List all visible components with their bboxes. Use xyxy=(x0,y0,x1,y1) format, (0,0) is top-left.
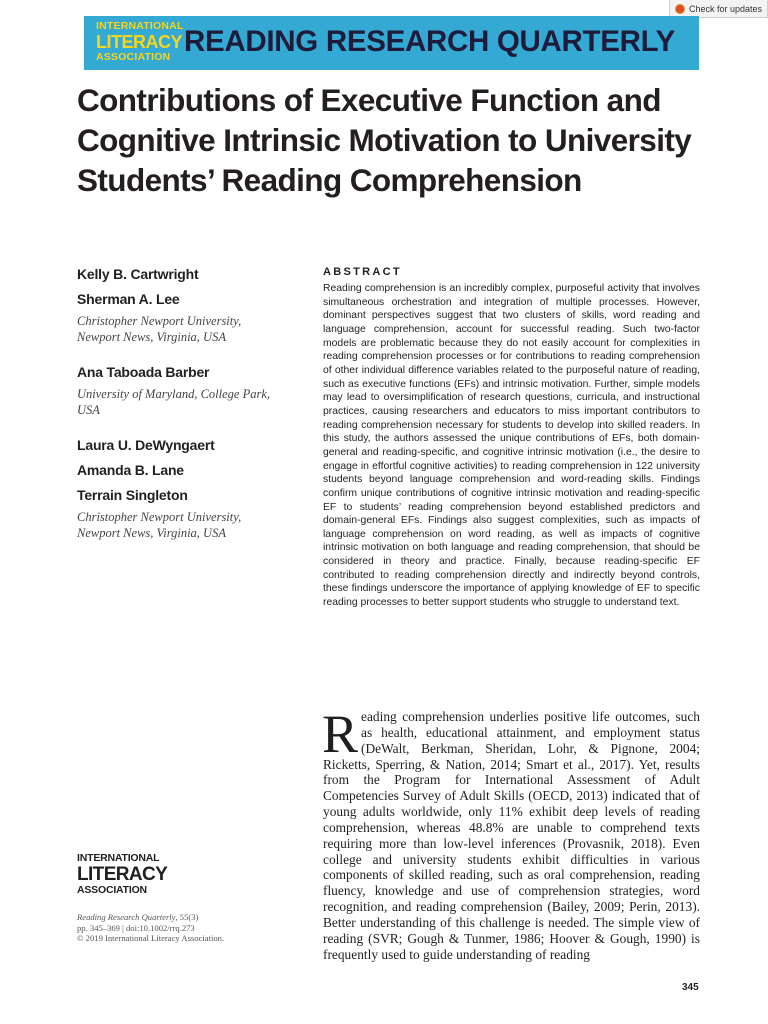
footer-ila-logo xyxy=(77,853,167,895)
citation-pages: pp. 345–369 | doi:10.1002/rrq.273 xyxy=(77,922,195,933)
logo-line-3: ASSOCIATION xyxy=(96,50,171,63)
page-number: 345 xyxy=(682,982,699,993)
check-for-updates-label: Check for updates xyxy=(689,3,763,14)
author-group-3 xyxy=(77,435,287,541)
journal-banner xyxy=(84,16,699,70)
body-text: eading comprehension underlies positive life outcomes, such as health, educational attainment, and employment status (DeWalt, Berkman, Sheridan, Lohr, & Pignone, 2004; Ricketts, Sperring, & Nation, 2014; Smart et al., 2017). Yet, results from the Program for International Assessment of Adult Competencies Survey of Adult Skills (OECD, 2013) indicated that of young adults worldwide, only 11% exhibit deep levels of reading comprehension, whereas 48.8% are unable to comprehend texts requiring more than low-level inferences (Provasnik, 2018). Even college and university students exhibit difficulties in various components of skilled reading, such as oral comprehension, reading fluency, knowledge and use of comprehension strategies, word recognition, and reading comprehension (Bailey, 2009; Perin, 2013). Better understanding of this challenge is needed. The simple view of reading (SVR; Gough & Tunmer, 1986; Hoover & Gough, 1990) is frequently used to guide understanding of reading xyxy=(323,709,700,962)
logo-line-1: INTERNATIONAL xyxy=(96,20,184,32)
abstract-heading: ABSTRACT xyxy=(323,266,402,278)
journal-name: READING RESEARCH QUARTERLY xyxy=(184,25,676,58)
author-group-2 xyxy=(77,362,287,418)
ila-logo xyxy=(96,21,184,62)
citation-journal: Reading Research Quarterly xyxy=(77,912,176,922)
author-group-1 xyxy=(77,264,287,345)
author-name: Laura U. DeWyngaert xyxy=(77,437,215,453)
footer-logo-line-3: ASSOCIATION xyxy=(77,883,147,896)
citation-journal-line xyxy=(77,912,277,923)
logo-line-2: LITERACY xyxy=(96,31,182,52)
citation-copyright: © 2019 International Literacy Association. xyxy=(77,933,225,943)
citation-info xyxy=(77,912,277,944)
author-affiliation: Christopher Newport University, Newport News, Virginia, USA xyxy=(77,314,242,344)
drop-cap: R xyxy=(322,704,359,764)
author-affiliation: Christopher Newport University, Newport News, Virginia, USA xyxy=(77,510,242,540)
crossmark-icon xyxy=(675,4,685,14)
citation-volume: , 55(3) xyxy=(175,912,199,922)
author-name: Ana Taboada Barber xyxy=(77,364,210,380)
body-paragraph xyxy=(322,704,700,963)
author-affiliation: University of Maryland, College Park, USA xyxy=(77,387,271,417)
author-list xyxy=(77,264,287,558)
author-name: Kelly B. Cartwright xyxy=(77,266,199,282)
author-name: Sherman A. Lee xyxy=(77,291,180,307)
author-name: Terrain Singleton xyxy=(77,487,188,503)
footer-logo-line-1: INTERNATIONAL xyxy=(77,852,160,864)
article-title: Contributions of Executive Function and Cognitive Intrinsic Motivation to University Students’ Reading Comprehension xyxy=(77,82,692,198)
footer-logo-line-2: LITERACY xyxy=(77,863,168,885)
author-name: Amanda B. Lane xyxy=(77,462,184,478)
abstract-text: Reading comprehension is an incredibly complex, purposeful activity that involves simultaneous orchestration and integration of multiple processes. However, dominant perspectives suggest that two clusters of skills, word reading and language comprehension, account for successful reading. Such two-factor models are problematic because they do not easily account for complexities in reading comprehension processes or for contributions to reading comprehension of other individual difference variables related to the purposeful nature of reading, such as executive functions (EFs) and intrinsic motivation. Further, simple models may lead to oversimplification of research questions, curricula, and instructional practices, causing researchers and educators to miss important contributors to reading comprehension necessary for students to develop into skilled readers. In this study, the authors assessed the unique contributions of EFs, both domain-general and reading-specific, and cognitive intrinsic motivation (i.e., the desire to engage in effortful cognitive activities) to reading comprehension in 122 university students beyond language comprehension and word-reading skills. Findings confirm unique contributions of cognitive intrinsic motivation and reading-specific EF to students’ reading comprehension beyond established predictors and domain-general EFs. Findings also suggest complexities, such as impacts of language comprehension on word reading, as well as impacts of cognitive intrinsic motivation on both language and reading comprehension, that should be considered in theory and practice. Finally, because reading-specific EF contributed to reading comprehension directly and indirectly beyond controls, these findings underscore the importance of applying knowledge of EF to specific reading processes to better support students who struggle to understand text. xyxy=(323,283,700,609)
